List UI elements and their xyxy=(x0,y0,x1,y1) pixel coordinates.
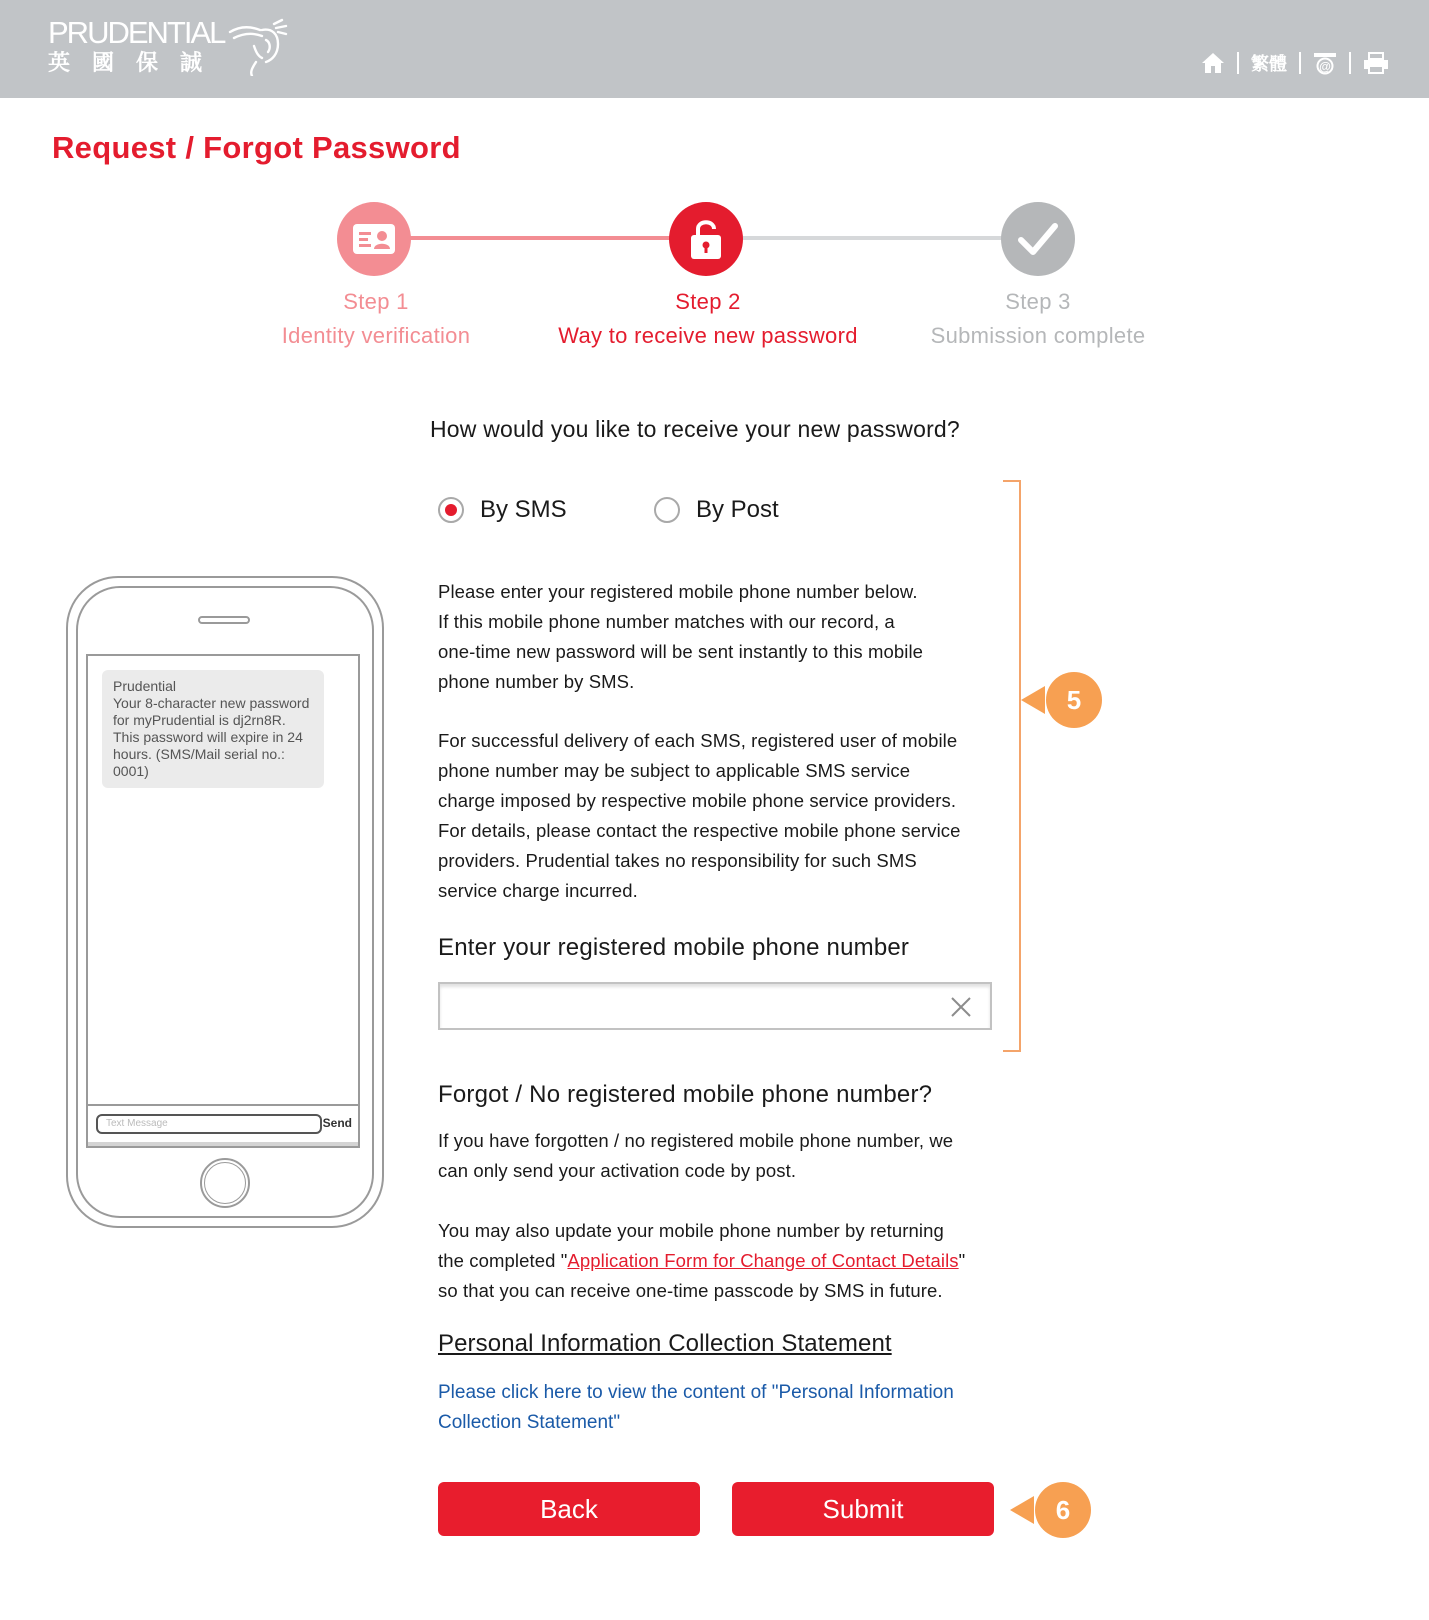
text-line: If this mobile phone number matches with our record, a xyxy=(438,611,895,632)
phone-home-button xyxy=(200,1158,250,1208)
prudential-logo[interactable] xyxy=(48,15,225,76)
id-card-icon xyxy=(352,223,396,255)
text-line: Please enter your registered mobile phone number below. xyxy=(438,581,918,602)
callout-pointer xyxy=(1021,686,1045,714)
message-compose-bar xyxy=(88,1104,358,1146)
radio-by-sms[interactable] xyxy=(438,496,567,524)
phone-mockup xyxy=(66,576,384,1228)
callout-badge: 5 xyxy=(1046,672,1102,728)
no-number-heading: Forgot / No registered mobile phone number? xyxy=(438,1081,933,1108)
text-line: so that you can receive one-time passcode by SMS in future. xyxy=(438,1280,943,1301)
header-toolbar xyxy=(1189,50,1401,76)
radio-by-post[interactable] xyxy=(654,496,779,524)
home-icon xyxy=(1201,52,1225,74)
svg-text:@: @ xyxy=(1319,59,1331,74)
text-fragment: the completed " xyxy=(438,1250,568,1271)
step-1-description: Identity verification xyxy=(281,323,471,348)
update-number-text xyxy=(438,1216,965,1306)
text-line: one-time new password will be sent instantly to this mobile xyxy=(438,641,924,662)
text-line: For successful delivery of each SMS, registered user of mobile xyxy=(438,730,958,751)
logo-chinese-text: 英國保誠 xyxy=(48,50,225,75)
step-2-description: Way to receive new password xyxy=(558,323,858,348)
sms-sender: Prudential xyxy=(113,678,177,694)
print-icon xyxy=(1363,52,1389,74)
language-label: 繁體 xyxy=(1251,54,1287,74)
text-line: providers. Prudential takes no responsibility for such SMS xyxy=(438,850,917,871)
step-1-title: Step 1 xyxy=(343,289,409,314)
phone-field-label: Enter your registered mobile phone number xyxy=(438,934,910,961)
email-icon xyxy=(1313,51,1337,75)
back-button[interactable]: Back xyxy=(438,1482,700,1536)
pics-link[interactable]: Please click here to view the content of "Personal Information Collection Statement" xyxy=(438,1382,954,1433)
radio-button-unselected[interactable] xyxy=(654,497,680,523)
radio-label: By Post xyxy=(696,496,779,523)
send-label: Send xyxy=(322,1116,352,1130)
callout-pointer xyxy=(1010,1496,1034,1524)
submit-button[interactable]: Submit xyxy=(732,1482,994,1536)
sms-instructions xyxy=(438,577,923,697)
text-line: You may also update your mobile phone number by returning xyxy=(438,1220,944,1241)
sms-message: Your 8-character new password for myPrudential is dj2rn8R. This password will expire in 24 hours. (SMS/Mail serial no.: 0001) xyxy=(113,695,310,779)
text-message-input: Text Message xyxy=(96,1114,322,1134)
clear-icon[interactable] xyxy=(948,994,974,1020)
prudence-head-icon xyxy=(226,18,288,76)
home-button[interactable] xyxy=(1189,50,1237,76)
step-3-circle xyxy=(1001,202,1075,276)
step-2-circle xyxy=(669,202,743,276)
callout-badge: 6 xyxy=(1035,1482,1091,1538)
sms-bubble xyxy=(102,670,324,788)
radio-button-selected[interactable] xyxy=(438,497,464,523)
logo-text: PRUDENTIAL xyxy=(48,15,225,50)
text-line: can only send your activation code by post. xyxy=(438,1160,797,1181)
check-icon xyxy=(1018,222,1058,256)
step-1-circle xyxy=(337,202,411,276)
radio-selected-dot xyxy=(445,504,457,516)
text-line: For details, please contact the respective mobile phone service xyxy=(438,820,961,841)
step-3-description: Submission complete xyxy=(930,323,1146,348)
step-3-title: Step 3 xyxy=(1005,289,1071,314)
top-header xyxy=(0,0,1429,98)
step-connector xyxy=(706,236,1006,240)
text-line: phone number may be subject to applicable SMS service xyxy=(438,760,911,781)
phone-speaker xyxy=(198,616,250,624)
page-title: Request / Forgot Password xyxy=(52,130,461,165)
phone-screen xyxy=(86,654,360,1148)
text-line-with-link xyxy=(438,1246,965,1276)
mobile-phone-input[interactable] xyxy=(438,982,992,1030)
change-contact-form-link[interactable]: Application Form for Change of Contact Details xyxy=(567,1250,959,1271)
text-line: If you have forgotten / no registered mobile phone number, we xyxy=(438,1130,954,1151)
pics-heading[interactable]: Personal Information Collection Statement xyxy=(438,1330,892,1357)
lock-icon xyxy=(689,218,723,260)
text-fragment: " xyxy=(958,1250,966,1271)
delivery-question: How would you like to receive your new password? xyxy=(430,416,960,442)
step-connector xyxy=(376,236,676,240)
radio-label: By SMS xyxy=(480,496,567,523)
email-button[interactable] xyxy=(1301,50,1349,76)
sms-charge-notice xyxy=(438,726,961,906)
step-2-title: Step 2 xyxy=(675,289,741,314)
text-line: phone number by SMS. xyxy=(438,671,635,692)
no-number-text xyxy=(438,1126,953,1186)
print-button[interactable] xyxy=(1351,50,1401,76)
text-line: service charge incurred. xyxy=(438,880,638,901)
text-line: charge imposed by respective mobile phone service providers. xyxy=(438,790,957,811)
annotation-bracket xyxy=(1003,480,1021,1052)
language-toggle[interactable] xyxy=(1239,50,1299,76)
